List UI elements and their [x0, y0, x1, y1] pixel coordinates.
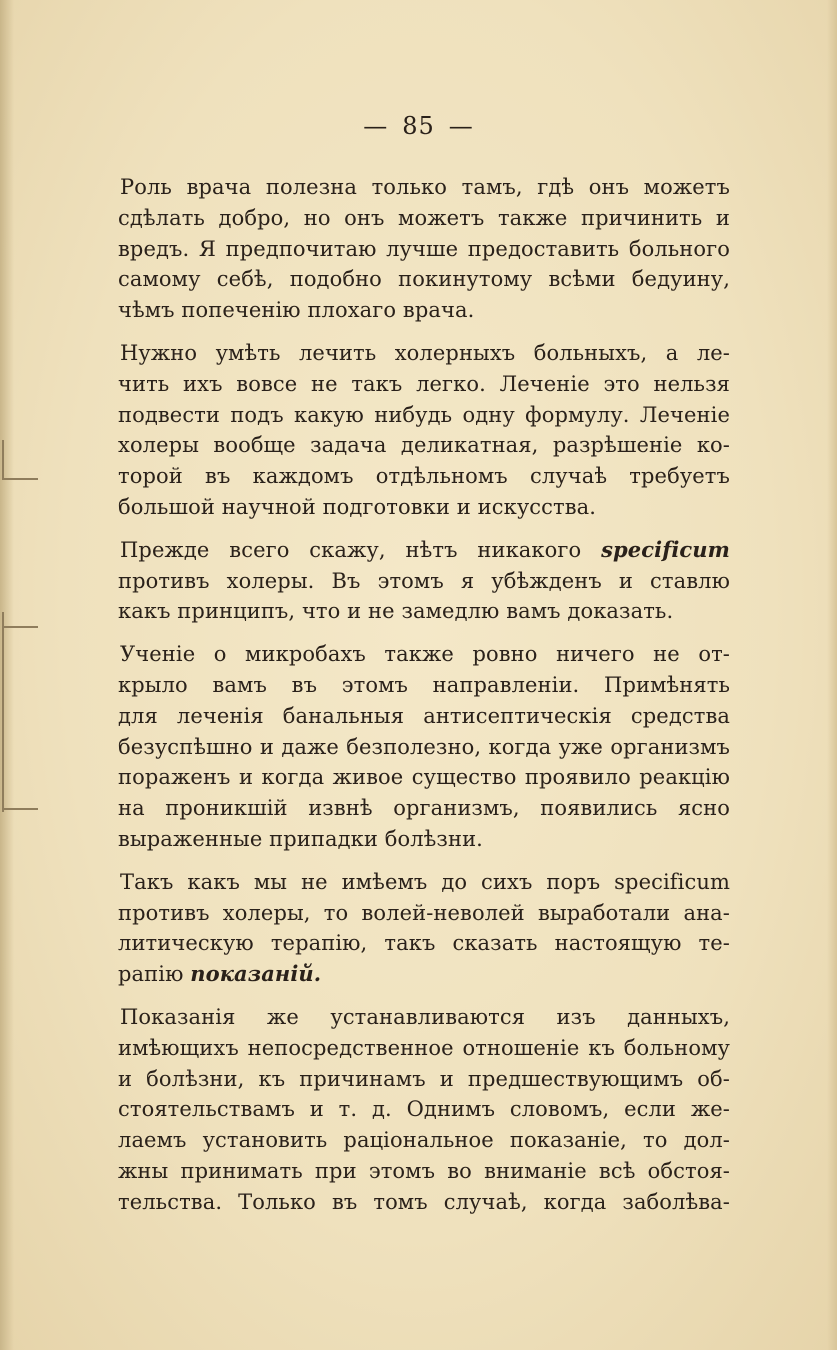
binding-mark — [2, 440, 4, 480]
text-line: Такъ какъ мы не имѣемъ до сихъ поръ specificum — [120, 869, 730, 894]
text-line: противъ холеры, то волей-неволей выработали ана- — [118, 900, 730, 925]
text-line: жны принимать при этомъ во вниманіе всѣ обстоя- — [118, 1158, 730, 1183]
text-line: для леченія банальныя антисептическія средства — [118, 703, 730, 728]
text-line: самому себѣ, подобно покинутому всѣми бедуину, — [118, 267, 730, 292]
paragraph-4 — [118, 639, 730, 855]
text-line: вредъ. Я предпочитаю лучше предоставить больного — [118, 236, 730, 261]
text-line: литическую терапію, такъ сказать настоящую те- — [118, 931, 730, 956]
text-line: подвести подъ какую нибудь одну формулу. Леченіе — [118, 402, 730, 427]
binding-tick — [2, 808, 38, 810]
text-line: тельства. Только въ томъ случаѣ, когда заболѣва- — [118, 1189, 730, 1214]
text-line: холеры вообще задача деликатная, разрѣшеніе ко- — [118, 433, 730, 458]
header-dash-right: — — [448, 112, 474, 140]
paragraph-1 — [118, 172, 730, 326]
text-line: Нужно умѣть лечить холерныхъ больныхъ, а ле- — [120, 340, 730, 365]
text-line: имѣющихъ непосредственное отношеніе къ больному — [118, 1035, 730, 1060]
text-line: Ученіе о микробахъ также ровно ничего не от- — [120, 642, 730, 667]
text-line — [118, 959, 730, 990]
text-line: безуспѣшно и даже безполезно, когда уже организмъ — [118, 734, 730, 759]
text-line: Показанія же устанавливаются изъ данныхъ, — [120, 1004, 730, 1029]
text-line: сдѣлать добро, но онъ можетъ также причинить и — [118, 205, 730, 230]
page-number: 85 — [402, 112, 435, 140]
italic-term: показаній. — [190, 961, 322, 987]
binding-mark — [2, 612, 4, 812]
text-line: лаемъ установить раціональное показаніе, то дол- — [118, 1128, 730, 1153]
text-line: большой научной подготовки и искусства. — [118, 494, 597, 519]
paragraph-2 — [118, 338, 730, 523]
header-dash-left: — — [363, 112, 389, 140]
paragraph-6 — [118, 1002, 730, 1218]
text-line: и болѣзни, къ причинамъ и предшествующимъ об- — [118, 1066, 730, 1091]
text-fragment: рапію — [118, 962, 191, 987]
text-line: на проникшій извнѣ организмъ, появились ясно — [118, 796, 730, 821]
text-line: чѣмъ попеченію плохаго врача. — [118, 298, 475, 323]
text-line: торой въ каждомъ отдѣльномъ случаѣ требуетъ — [118, 464, 730, 489]
text-line: Роль врача полезна только тамъ, гдѣ онъ можетъ — [120, 175, 730, 199]
text-line — [118, 535, 730, 566]
text-line: стоятельствамъ и т. д. Однимъ словомъ, если же- — [118, 1097, 730, 1122]
paragraph-3 — [118, 535, 730, 627]
page-header — [0, 112, 837, 140]
text-line: противъ холеры. Въ этомъ я убѣжденъ и ставлю — [118, 568, 730, 593]
italic-term: specificum — [601, 536, 730, 562]
text-line: выраженные припадки болѣзни. — [118, 826, 483, 851]
text-line: крыло вамъ въ этомъ направленіи. Примѣнять — [118, 672, 730, 697]
text-fragment: Прежде всего скажу, нѣтъ никакого — [120, 537, 602, 562]
binding-tick — [2, 478, 38, 480]
text-line: чить ихъ вовсе не такъ легко. Леченіе это нельзя — [118, 371, 730, 396]
text-line: пораженъ и когда живое существо проявило реакцію — [118, 765, 730, 790]
text-line: какъ принципъ, что и не замедлю вамъ доказать. — [118, 599, 674, 624]
body-text — [118, 172, 730, 1230]
page-edge-shadow-right — [827, 0, 837, 1350]
binding-tick — [2, 626, 38, 628]
paragraph-5 — [118, 867, 730, 990]
